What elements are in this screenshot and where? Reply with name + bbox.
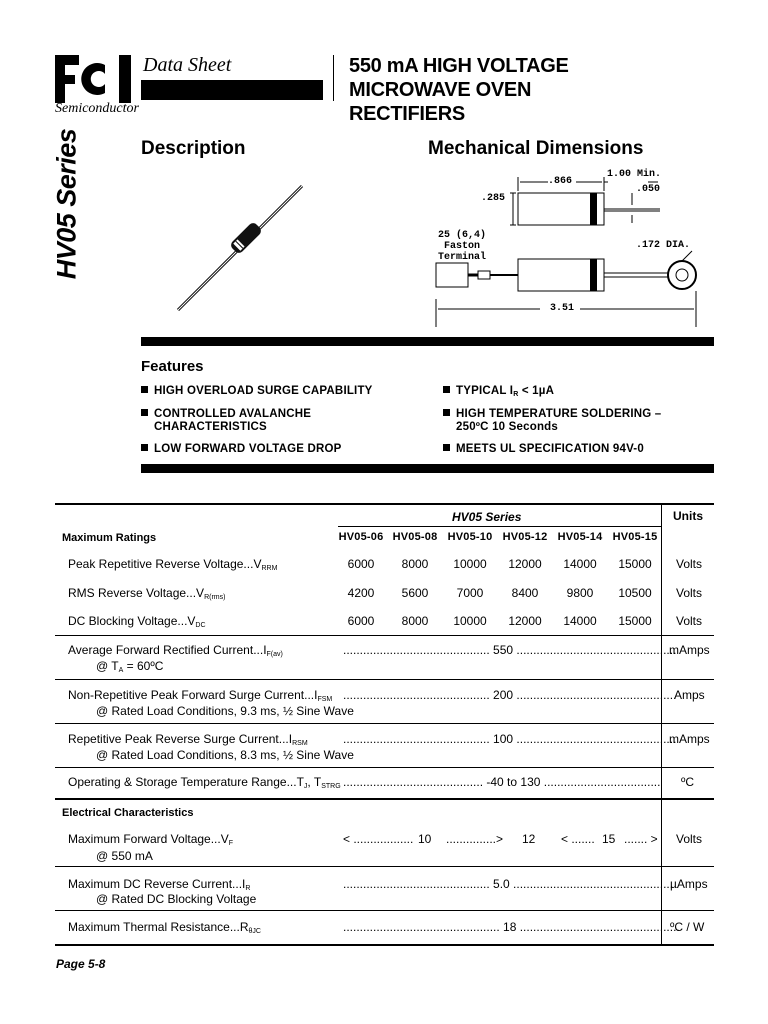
section-rule [55,798,714,800]
description-heading: Description [141,138,246,159]
rating-unit: ºC [681,775,695,789]
rating-value: .......................................... -40 to 130 ................................... [343,775,661,789]
col-header: HV05-06 [338,531,384,543]
features-top-bar [141,337,714,346]
dim-100: 1.00 Min. [607,169,662,180]
table-bottom-rule [55,944,714,946]
vf-condition: @ 550 mA [96,849,153,863]
dim-050: .050 [636,184,661,195]
rating-label: Peak Repetitive Reverse $Voltage...V_{RRM}$ [68,557,278,572]
feature-item: CONTROLLED AVALANCHE CHARACTERISTICS [141,408,311,434]
feature-item: MEETS UL SPECIFICATION 94V-0 [443,443,644,456]
units-header: Units [673,509,703,523]
row-rule [55,723,714,724]
rating-value: 12000 [508,614,542,628]
diode-illustration [170,178,310,318]
feature-item: LOW FORWARD VOLTAGE DROP [141,443,342,456]
series-rule [338,526,661,527]
rating-value: 8400 [511,586,539,600]
col-header: HV05-12 [502,531,548,543]
fci-logo [55,55,137,103]
faston-label: 25 (6,4) Faston Terminal [438,230,487,263]
page-number: Page 5-8 [56,957,106,971]
rating-unit: Volts [676,586,703,600]
rating-value: ............................................ 200 ................................................ [343,688,677,702]
vf-dots-left: < .................. [343,832,414,846]
ir-unit: µAmps [670,877,708,891]
rating-value: 12000 [508,557,542,571]
rating-label: Non-Repetitive Peak Forward Surge $Current...I_{FSM}$ [68,688,333,703]
col-header: HV05-14 [557,531,603,543]
rating-condition: @ $T_A$ = 60ºC [96,659,164,674]
series-header: HV05 Series [452,510,522,524]
company-sub: Semiconductor [55,101,139,116]
page-title: 550 mA HIGH VOLTAGE MICROWAVE OVEN RECTIFIERS [349,55,569,125]
row-rule [55,866,714,867]
vf-dots-right: < ....... [561,832,595,846]
dim-866: .866 [548,176,573,187]
vf-unit: Volts [676,832,703,846]
dim-351: 3.51 [550,303,575,314]
rating-value: ............................................ 550 ................................................ [343,643,677,657]
vf-label: Maximum Forward $Voltage...V_F$ [68,832,234,847]
rating-condition: @ Rated Load Conditions, 8.3 ms, ½ Sine Wave [96,748,354,762]
rating-value: 14000 [563,614,597,628]
rating-value: 8000 [401,614,429,628]
rating-value: 5600 [401,586,429,600]
dia-label: .172 DIA. [636,240,691,251]
vf-value-1: 10 [418,832,432,846]
max-ratings-heading: Maximum Ratings [62,532,157,544]
col-header: HV05-08 [392,531,438,543]
ir-condition: @ Rated DC Blocking Voltage [96,892,257,906]
rating-value: 9800 [566,586,594,600]
rating-unit: Amps [674,688,705,702]
table-top-rule [55,503,714,505]
rating-condition: @ Rated Load Conditions, 9.3 ms, ½ Sine Wave [96,704,354,718]
vf-dots-end: ....... > [624,832,658,846]
side-title: HV05 Series [51,128,82,280]
rating-value: 6000 [347,614,375,628]
rating-value: 10500 [618,586,652,600]
ir-label: Maximum DC Reverse $Current...I_R$ [68,877,251,892]
feature-item: HIGH OVERLOAD SURGE CAPABILITY [141,385,373,398]
features-heading: Features [141,358,204,375]
rating-value: 7000 [456,586,484,600]
header-divider [333,55,334,101]
header-bar [141,80,323,100]
rating-label: Operating & Storage Temperature $Range...T_J$, $T_{STRG}$ [68,775,341,790]
rating-label: Repetitive Peak Reverse Surge $Current...I_{RSM}$ [68,732,308,747]
rth-label: Maximum Thermal $Resistance...R_{\theta JC}$ [68,920,261,935]
col-header: HV05-10 [447,531,493,543]
features-bottom-bar [141,464,714,473]
rating-value: 15000 [618,557,652,571]
rth-dots: ............................................... 18 ................................................ [343,920,680,934]
col-header: HV05-15 [612,531,658,543]
feature-item: HIGH TEMPERATURE SOLDERING – 250ºC 10 Seconds [443,408,661,434]
electrical-heading: Electrical Characteristics [62,807,194,819]
rating-value: 15000 [618,614,652,628]
doc-type: Data Sheet [143,54,232,76]
row-rule [55,910,714,911]
rating-value: 8000 [401,557,429,571]
vf-value-2: 12 [522,832,536,846]
rating-unit: mAmps [669,643,710,657]
vf-dots-mid: ...............> [446,832,504,846]
row-rule [55,635,714,636]
ir-dots: ............................................ 5.0 ................................................ [343,877,674,891]
rating-value: 4200 [347,586,375,600]
dim-285: .285 [481,193,506,204]
row-rule [55,767,714,768]
rating-label: Average Forward Rectified $Current...I_{F(av)}$ [68,643,283,658]
rating-unit: mAmps [669,732,710,746]
rating-unit: Volts [676,614,703,628]
rating-value: 10000 [453,614,487,628]
mechanical-heading: Mechanical Dimensions [428,138,644,159]
rating-unit: Volts [676,557,703,571]
rth-unit: ºC / W [670,920,705,934]
rating-label: RMS Reverse $Voltage...V_{R(rms)}$ [68,586,226,601]
rating-value: 6000 [347,557,375,571]
rating-value: 14000 [563,557,597,571]
rating-value: 10000 [453,557,487,571]
feature-item: TYPICAL $I_R < 1\mu A$ [443,385,554,401]
row-rule [55,679,714,680]
vf-value-3: 15 [602,832,616,846]
rating-value: ............................................ 100 ................................................ [343,732,677,746]
rating-label: DC Blocking $Voltage...V_{DC}$ [68,614,206,629]
